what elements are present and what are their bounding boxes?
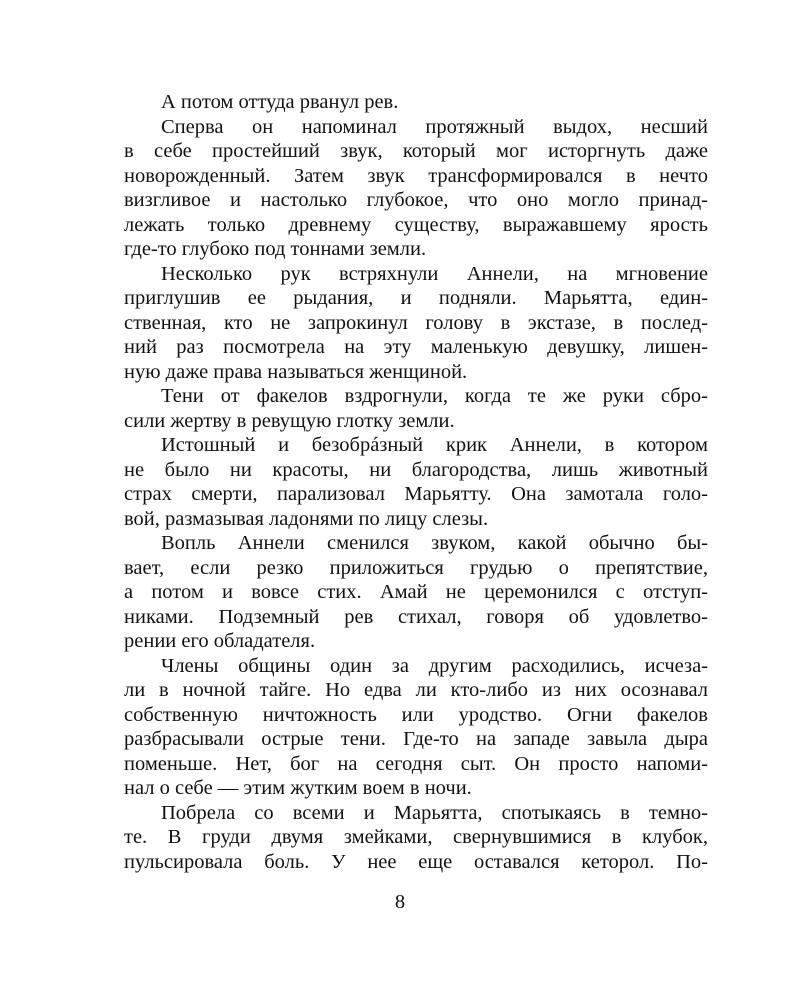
text-line: лежать только древнему существу, выражавшему ярость xyxy=(124,213,708,236)
paragraph-7 xyxy=(124,654,708,801)
text-line: приглушив ее рыдания, и подняли. Марьятта, един- xyxy=(124,287,708,309)
paragraph-8 xyxy=(124,801,708,875)
text-line: поменьше. Нет, бог на сегодня сыт. Он просто напоми- xyxy=(124,752,708,775)
text-line: страх смерти, парализовал Марьятту. Она замотала голо- xyxy=(124,483,708,505)
text-line: визгливое и настолько глубокое, что оно могло принад- xyxy=(124,189,708,211)
text-line: Несколько рук встряхнули Аннели, на мгновение xyxy=(161,262,708,285)
paragraph-3 xyxy=(124,262,708,385)
paragraph-4 xyxy=(124,384,708,433)
text-line: те. В груди двумя змейками, свернувшимися в клубок, xyxy=(124,826,708,848)
text-line: ли в ночной тайге. Но едва ли кто-либо из них осознавал xyxy=(124,679,708,701)
text-line: Сперва он напоминал протяжный выдох, несший xyxy=(161,115,708,138)
text-line: новорожденный. Затем звук трансформировался в нечто xyxy=(124,164,708,187)
text-line: Вопль Аннели сменился звуком, какой обычно бы- xyxy=(161,532,708,554)
text-line: собственную ничтожность или уродство. Огни факелов xyxy=(124,703,708,726)
text-line: ную даже права называться женщиной. xyxy=(124,360,468,383)
paragraph-6 xyxy=(124,531,708,654)
text-line: А потом оттуда рванул рев. xyxy=(161,91,399,113)
text-line: ственная, кто не запрокинул голову в экстазе, в послед- xyxy=(124,311,708,334)
text-line: рении его обладателя. xyxy=(124,630,316,652)
text-line: пульсировала боль. У нее еще оставался кеторол. По- xyxy=(124,850,708,873)
text-line: Члены общины один за другим расходились, исчеза- xyxy=(161,654,708,677)
text-line: где-то глубоко под тоннами земли. xyxy=(124,238,427,260)
text-line: Побрела со всеми и Марьятта, спотыкаясь в темно- xyxy=(161,801,708,824)
text-line: ний раз посмотрела на эту маленькую девушку, лишен- xyxy=(124,336,708,358)
text-line: сили жертву в ревущую глотку земли. xyxy=(124,409,455,432)
text-line: в себе простейший звук, который мог исторгнуть даже xyxy=(124,140,708,162)
text-line: не было ни красоты, ни благородства, лишь животный xyxy=(124,458,708,481)
text-line: Истошный и безобрáзный крик Аннели, в котором xyxy=(161,434,708,456)
text-line: никами. Подземный рев стихал, говоря об удовлетво- xyxy=(124,605,708,628)
page-body xyxy=(124,90,708,874)
text-line: разбрасывали острые тени. Где-то на западе завыла дыра xyxy=(124,728,708,750)
text-line: а потом и вовсе стих. Амай не церемонился с отступ- xyxy=(124,581,708,603)
text-line: вает, если резко приложиться грудью о препятствие, xyxy=(124,556,708,579)
text-line: вой, размазывая ладонями по лицу слезы. xyxy=(124,507,489,530)
page-number: 8 xyxy=(394,891,406,913)
text-line: нал о себе — этим жутким воем в ночи. xyxy=(124,777,472,799)
paragraph-5 xyxy=(124,433,708,531)
text-line: Тени от факелов вздрогнули, когда те же руки сбро- xyxy=(161,385,708,407)
paragraph-1 xyxy=(124,90,708,115)
paragraph-2 xyxy=(124,115,708,262)
